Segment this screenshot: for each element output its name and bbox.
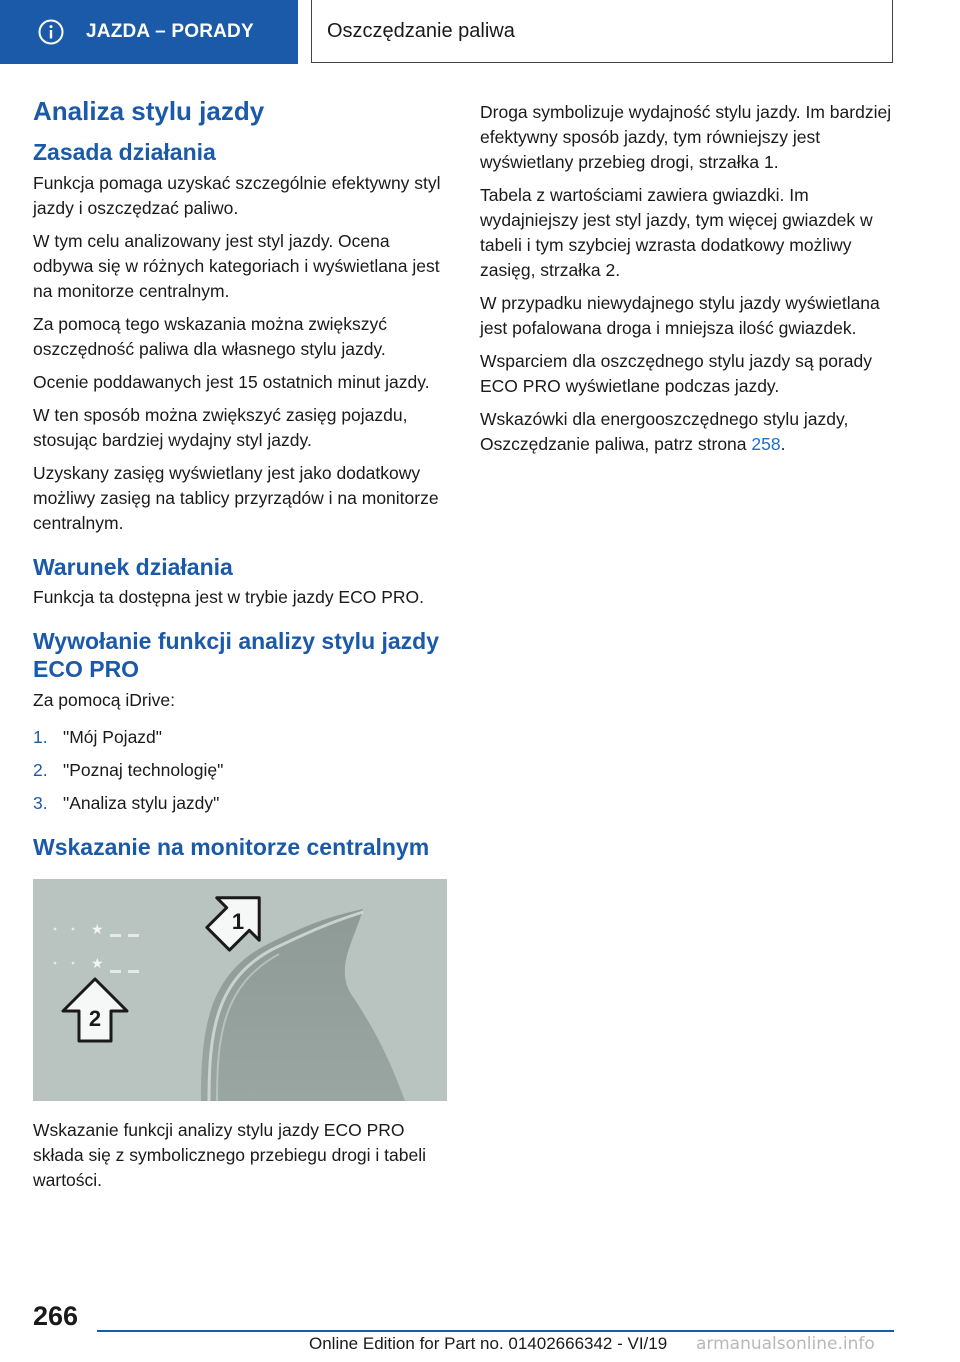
paragraph: W tym celu analizowany jest styl jazdy. Ocena odbywa się w różnych kategoriach i wyświetlana jest na monitorze centralnym. [33, 230, 440, 301]
section-title: Oszczędzanie paliwa [327, 19, 515, 42]
paragraph: Funkcja ta dostępna jest w trybie jazdy ECO PRO. [33, 587, 424, 608]
heading-condition: Warunek działania [33, 553, 233, 580]
section-title-box [311, 0, 893, 63]
paragraph: W ten sposób można zwiększyć zasięg pojazdu, stosując bardziej wydajny styl jazdy. [33, 404, 408, 450]
step-text: "Analiza stylu jazdy" [63, 792, 220, 813]
chapter-tab[interactable] [0, 0, 298, 64]
figure-caption: Wskazanie funkcji analizy stylu jazdy ECO PRO składa się z symbolicznego przebiegu drogi i tabeli wartości. [33, 1120, 426, 1191]
paragraph: Za pomocą iDrive: [33, 689, 175, 710]
star-icon: ★ [91, 955, 104, 972]
paragraph: Funkcja pomaga uzyskać szczególnie efektywny styl jazdy i oszczędzać paliwo. [33, 172, 441, 218]
arrow-1-label: 1 [231, 909, 245, 935]
paragraph: Wsparciem dla oszczędnego stylu jazdy są porady ECO PRO wyświetlane podczas jazdy. [480, 351, 872, 396]
display-figure [33, 879, 447, 1101]
list-item [33, 791, 446, 816]
step-text: "Mój Pojazd" [63, 726, 162, 747]
left-column [33, 96, 446, 1193]
chapter-tab-label: JAZDA – PORADY [86, 21, 254, 42]
page-link[interactable]: 258 [751, 434, 781, 454]
paragraph: Droga symbolizuje wydajność stylu jazdy. Im bardziej efektywny sposób jazdy, tym równiejszy jest wyświetlany przebieg drogi, strzałka 1. [480, 102, 892, 172]
arrow-2-label: 2 [88, 1006, 102, 1032]
page-title: Analiza stylu jazdy [33, 96, 265, 126]
section-call [33, 628, 446, 815]
right-column [480, 100, 900, 465]
section-condition [33, 554, 446, 611]
step-number: 3. [33, 792, 48, 813]
info-icon [38, 19, 64, 45]
heading-principle: Zasada działania [33, 139, 216, 166]
step-number: 1. [33, 726, 48, 747]
steps-list [33, 725, 446, 816]
paragraph-end: . [780, 434, 786, 454]
paragraph: Za pomocą tego wskazania można zwiększyć oszczędność paliwa dla własnego stylu jazdy. [33, 313, 388, 359]
list-item [33, 758, 446, 783]
paragraph: W przypadku niewydajnego stylu jazdy wyświetlana jest pofalowana droga i mniejsza ilość gwiazdek. [480, 293, 880, 338]
page-number: 266 [33, 1301, 79, 1331]
footer-edition: Online Edition for Part no. 01402666342 - VI/19 [309, 1334, 668, 1353]
section-display [33, 834, 446, 1194]
step-text: "Poznaj technologię" [63, 759, 224, 780]
paragraph: Tabela z wartościami zawiera gwiazdki. Im wydajniejszy jest styl jazdy, tym więcej gwiazdek w tabeli i tym szybciej wzrasta dodatkowy możliwy zasięg, strzałka 2. [480, 185, 873, 280]
paragraph-with-link [480, 407, 900, 457]
paragraph: Uzyskany zasięg wyświetlany jest jako dodatkowy możliwy zasięg na tablicy przyrządów i na monitorze centralnym. [33, 462, 439, 533]
list-item [33, 725, 446, 750]
heading-call: Wywołanie funkcji analizy stylu jazdy ECO PRO [33, 628, 440, 682]
paragraph-text: Wskazówki dla energooszczędnego stylu jazdy, Oszczędzanie paliwa, patrz strona [480, 409, 849, 454]
paragraph: Ocenie poddawanych jest 15 ostatnich minut jazdy. [33, 371, 430, 392]
heading-display: Wskazanie na monitorze centralnym [33, 833, 430, 860]
section-principle [33, 139, 446, 536]
star-icon: ★ [91, 921, 104, 938]
footer-divider [97, 1330, 894, 1332]
step-number: 2. [33, 759, 48, 780]
footer-watermark: armanualsonline.info [696, 1334, 875, 1354]
